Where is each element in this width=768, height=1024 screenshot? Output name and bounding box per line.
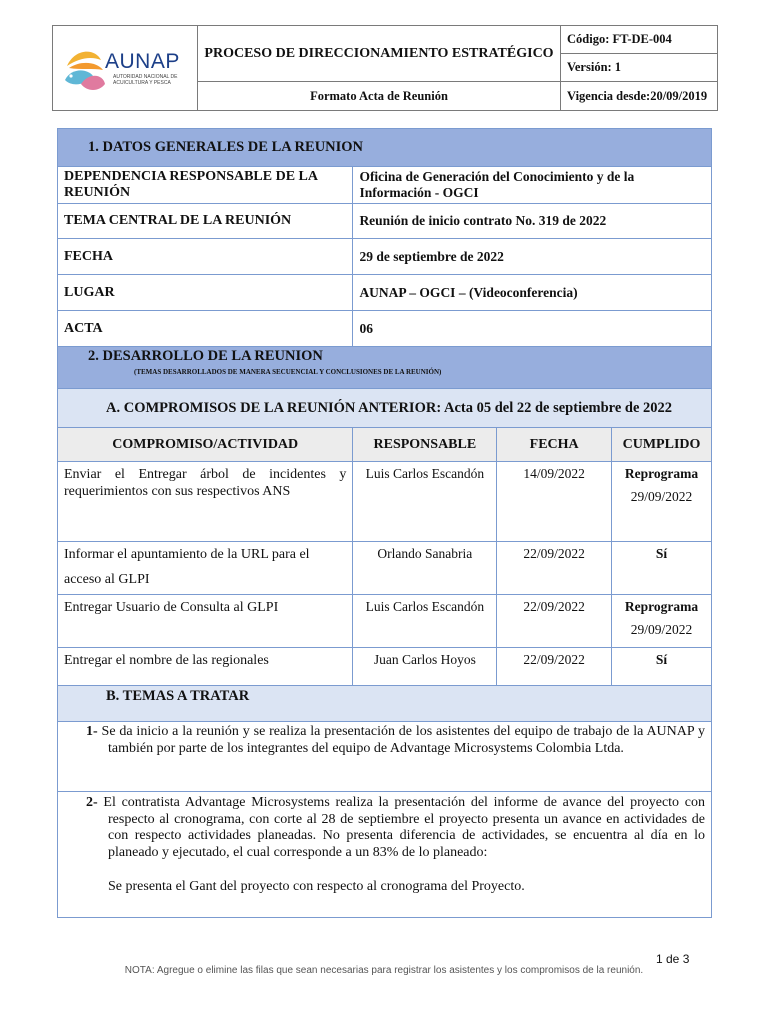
- document-validity: Vigencia desde:20/09/2019: [561, 82, 718, 111]
- section-2-header: [58, 347, 712, 389]
- column-header-activity: COMPROMISO/ACTIVIDAD: [58, 428, 353, 462]
- topic-number: 2-: [86, 795, 98, 810]
- page-number: 1 de 3: [656, 952, 690, 966]
- general-data-label: TEMA CENTRAL DE LA REUNIÓN: [58, 204, 353, 239]
- general-data-label: FECHA: [58, 239, 353, 275]
- commitments-header-row: [58, 428, 712, 462]
- footer-note: NOTA: Agregue o elimine las filas que sean necesarias para registrar los asistentes y los compromisos de la reunión.: [124, 965, 644, 976]
- general-data-value: 06: [353, 311, 712, 347]
- rescheduled-date: 29/09/2022: [630, 489, 693, 504]
- status-label: Reprograma: [624, 599, 699, 614]
- commitment-status: Sí: [612, 542, 712, 595]
- general-data-row: [58, 311, 712, 347]
- document-version: Versión: 1: [561, 54, 718, 82]
- table-row: [58, 462, 712, 542]
- section-2-subtitle: (TEMAS DESARROLLADOS DE MANERA SECUENCIAL Y CONCLUSIONES DE LA REUNIÓN): [134, 368, 442, 376]
- commitment-task: Entregar Usuario de Consulta al GLPI: [58, 595, 353, 648]
- topics-title: B. TEMAS A TRATAR: [58, 686, 712, 722]
- logo-cell: [53, 26, 198, 111]
- general-data-value: Oficina de Generación del Conocimiento y de la Información - OGCI: [353, 167, 712, 204]
- section-2-title: 2. DESARROLLO DE LA REUNION: [88, 348, 323, 364]
- status-label: Reprograma: [624, 466, 699, 481]
- topic-text: Se da inicio a la reunión y se realiza la presentación de los asistentes del equipo de trabajo de la AUNAP y también por parte de los integrantes del equipo de Advantage Microsystems Colombia Ltda.: [101, 724, 706, 756]
- general-data-row: [58, 239, 712, 275]
- commitment-task: Entregar el nombre de las regionales: [58, 648, 353, 686]
- table-row: [58, 542, 712, 595]
- topic-text: El contratista Advantage Microsystems realiza la presentación del informe de avance del proyecto con respecto al cronograma, con corte al 28 de septiembre el proyecto presenta un avance en actividades de con respecto actividades planeadas. No presenta diferencia de actividades, se encuentra al día en lo planeado y ejecutado, el cual corresponde a un 83% de lo planeado:: [103, 795, 706, 860]
- general-data-label: DEPENDENCIA RESPONSABLE DE LA REUNIÓN: [58, 167, 353, 204]
- commitment-owner: Orlando Sanabria: [353, 542, 497, 595]
- meeting-record-table: [57, 128, 712, 918]
- general-data-row: [58, 275, 712, 311]
- format-subtitle: Formato Acta de Reunión: [198, 82, 561, 111]
- commitment-date: 14/09/2022: [497, 462, 612, 542]
- commitment-date: 22/09/2022: [497, 648, 612, 686]
- logo-subtext: AUTORIDAD NACIONAL DE ACUICULTURA Y PESCA: [113, 74, 178, 86]
- previous-commitments-title: A. COMPROMISOS DE LA REUNIÓN ANTERIOR: Acta 05 del 22 de septiembre de 2022: [58, 389, 712, 428]
- general-data-value: 29 de septiembre de 2022: [353, 239, 712, 275]
- document-header: [52, 25, 718, 111]
- commitment-date: 22/09/2022: [497, 595, 612, 648]
- column-header-owner: RESPONSABLE: [353, 428, 497, 462]
- topic-item: [58, 792, 712, 918]
- topic-number: 1-: [86, 724, 98, 739]
- topic-extra-text: Se presenta el Gant del proyecto con respecto al cronograma del Proyecto.: [108, 879, 525, 894]
- column-header-done: CUMPLIDO: [612, 428, 712, 462]
- commitment-task: Enviar el Entregar árbol de incidentes y requerimientos con sus respectivos ANS: [58, 462, 353, 542]
- general-data-row: [58, 167, 712, 204]
- commitment-status: Sí: [612, 648, 712, 686]
- general-data-label: ACTA: [58, 311, 353, 347]
- section-1-title: 1. DATOS GENERALES DE LA REUNION: [58, 129, 712, 167]
- logo-text: AUNAP: [105, 50, 180, 73]
- commitment-status: [612, 595, 712, 648]
- table-row: [58, 648, 712, 686]
- commitment-owner: Luis Carlos Escandón: [353, 595, 497, 648]
- commitment-task: Informar el apuntamiento de la URL para el acceso al GLPI: [58, 542, 353, 595]
- general-data-value: AUNAP – OGCI – (Videoconferencia): [353, 275, 712, 311]
- general-data-row: [58, 204, 712, 239]
- commitment-date: 22/09/2022: [497, 542, 612, 595]
- commitment-owner: Luis Carlos Escandón: [353, 462, 497, 542]
- rescheduled-date: 29/09/2022: [630, 622, 693, 637]
- commitment-owner: Juan Carlos Hoyos: [353, 648, 497, 686]
- table-row: [58, 595, 712, 648]
- document-code: Código: FT-DE-004: [561, 26, 718, 54]
- column-header-date: FECHA: [497, 428, 612, 462]
- process-title: PROCESO DE DIRECCIONAMIENTO ESTRATÉGICO: [198, 26, 561, 82]
- general-data-label: LUGAR: [58, 275, 353, 311]
- commitment-status: [612, 462, 712, 542]
- general-data-value: Reunión de inicio contrato No. 319 de 2022: [353, 204, 712, 239]
- aunap-logo-icon: [61, 46, 107, 96]
- topic-item: [58, 722, 712, 792]
